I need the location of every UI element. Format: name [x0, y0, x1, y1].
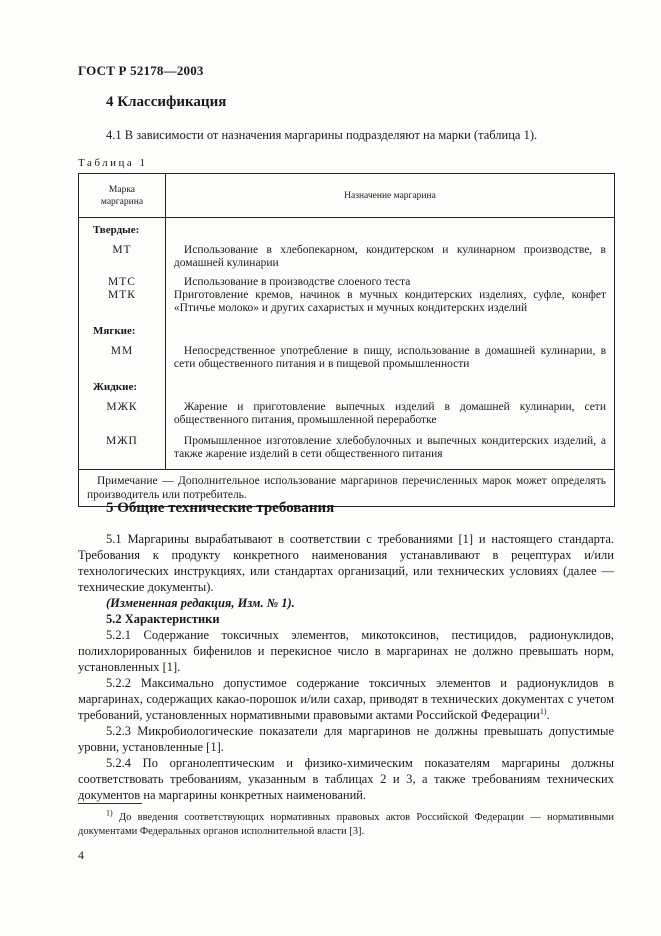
table-cell-mark: МТС МТК	[79, 270, 166, 315]
paragraph-5-2-3: 5.2.3 Микробиологические показатели для маргаринов не должны превышать допустимые уровни, установленные [1].	[78, 724, 614, 754]
group-label: Жидкие:	[79, 371, 166, 395]
table-cell-mark: МЖК	[79, 395, 166, 427]
section-5-title: 5 Общие технические требования	[106, 500, 335, 516]
paragraph-5-1: 5.1 Маргарины вырабатывают в соответствии с требованиями [1] и настоящего стандарта. Требования к продукту конкретного наименования устанавливают в рецептурах и/или технологических инструкциях, или стандартах организаций, или технических условиях (далее — технические документы).	[78, 532, 614, 594]
paragraph-5-2-2	[78, 675, 614, 723]
section-4-title: 4 Классификация	[106, 94, 227, 110]
table-cell-purpose: Жарение и приготовление выпечных изделий в домашней кулинарии, сети общественного питания, промышленной переработке	[173, 401, 606, 426]
paragraph-5-2-4: 5.2.4 По органолептическим и физико-химическим показателям маргарины должны соответствовать требованиям, указанным в таблицах 2 и 3, а также требованиям технических документов на маргарины конкретных наименований.	[78, 756, 614, 802]
table-cell-purpose: Использование в хлебопекарном, кондитерском и кулинарном производстве, в домашней кулинарии	[173, 244, 606, 269]
table-cell-purpose: Использование в производстве слоеного теста Приготовление кремов, начинок в мучных кондитерских изделиях, суфле, конфет «Птичье молоко» и других сахаристых и мучных кондитерских изделий	[173, 276, 606, 314]
footnote-mark: 1)	[106, 808, 113, 818]
section-5-body	[78, 531, 614, 803]
footnote-divider	[78, 803, 142, 804]
group-label: Твердые:	[79, 218, 166, 239]
table-note: Примечание — Дополнительное использование маргаринов перечисленных марок может определять производитель или потребитель.	[79, 470, 615, 507]
amendment-note: (Измененная редакция, Изм. № 1).	[106, 596, 295, 610]
group-label: Мягкие:	[79, 315, 166, 339]
document-header: ГОСТ Р 52178—2003	[78, 63, 204, 78]
table-cell-mark: ММ	[79, 339, 166, 371]
footnote-ref: 1)	[539, 706, 547, 716]
paragraph-5-2-2-text: 5.2.2 Максимально допустимое содержание токсичных элементов и радионуклидов в маргаринах, содержащих какао-порошок и/или сахар, приводят в технических документах с учетом требований, установленных нормативными правовыми актами Российской Федерации	[78, 676, 614, 722]
classification-table	[78, 173, 615, 507]
column-header-mark: Марка маргарина	[79, 174, 166, 218]
table-cell-mark: МЖП	[79, 427, 166, 470]
table-cell-mark: МТ	[79, 238, 166, 270]
heading-5-2: 5.2 Характеристики	[106, 612, 220, 626]
paragraph-5-2-1: 5.2.1 Содержание токсичных элементов, микотоксинов, пестицидов, радионуклидов, полихлорированных бифенилов и перекисное число в маргаринах не должно превышать норм, установленных [1].	[78, 628, 614, 674]
page-number: 4	[78, 848, 84, 862]
footnote	[78, 808, 615, 839]
footnote-text: До введения соответствующих нормативных правовых актов Российской Федерации — нормативными документами Федеральных органов исполнительной власти [3].	[78, 812, 615, 837]
section-4-intro: 4.1 В зависимости от назначения маргарины подразделяют на марки (таблица 1).	[106, 128, 538, 142]
table-cell-purpose: Непосредственное употребление в пищу, использование в домашней кулинарии, в сети общественного питания и в пищевой промышленности	[173, 345, 606, 370]
column-header-purpose: Назначение маргарина	[165, 174, 614, 218]
table-cell-purpose: Промышленное изготовление хлебобулочных и выпечных кондитерских изделий, а также жарение изделий в сети общественного питания	[173, 435, 606, 460]
table-caption: Таблица 1	[78, 157, 148, 169]
paragraph-5-2-2-end: .	[546, 708, 550, 722]
